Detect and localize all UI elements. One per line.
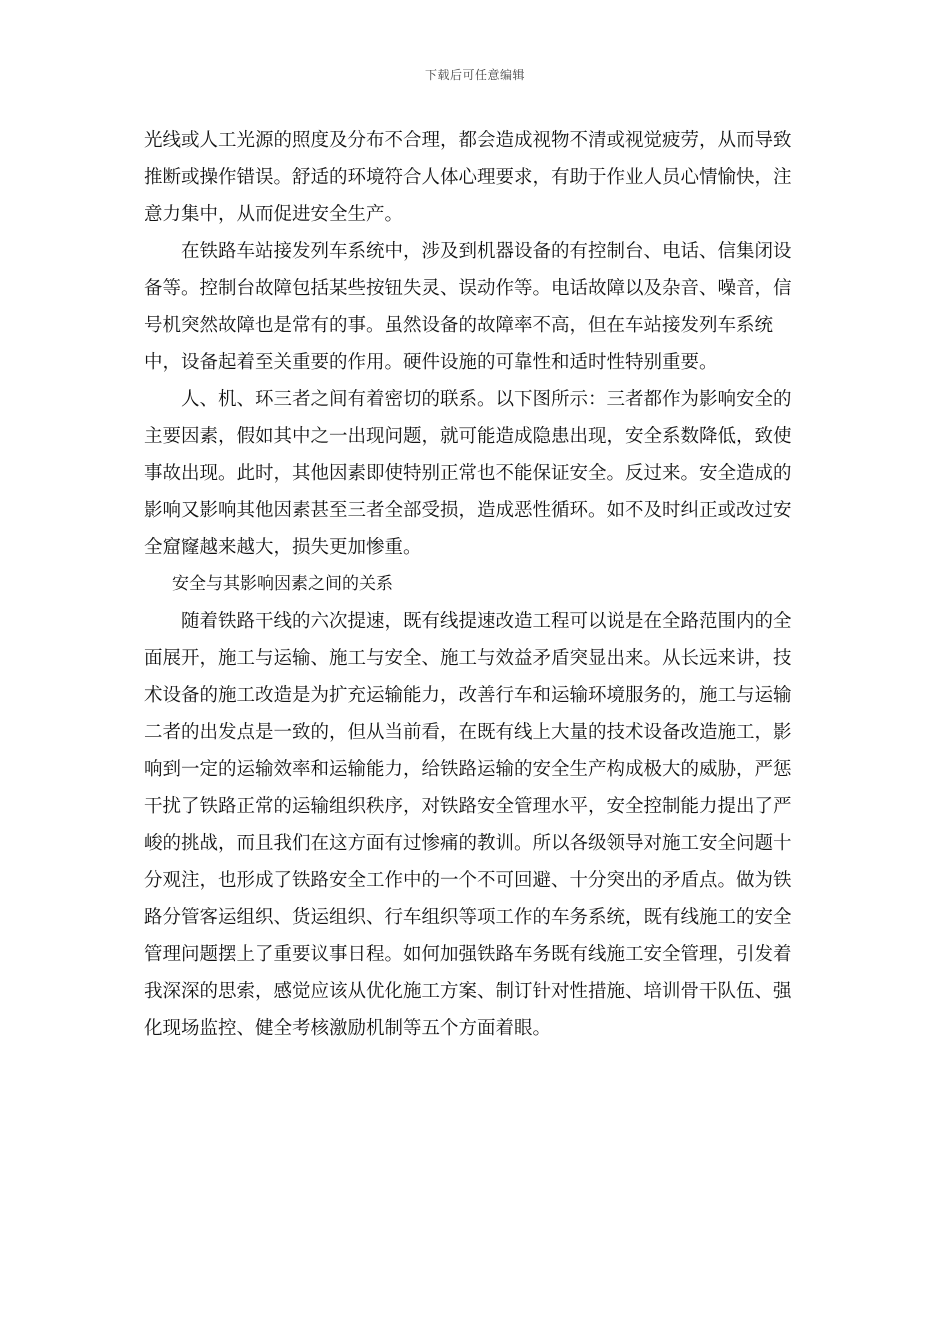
document-body (144, 122, 806, 1047)
paragraph-construction-safety: 随着铁路干线的六次提速，既有线提速改造工程可以说是在全路范围内的全面展开，施工与运输、施工与安全、施工与效益矛盾突显出来。从长远来讲，技术设备的施工改造是为扩充运输能力，改善行车和运输环境服务的，施工与运输二者的出发点是一致的，但从当前看，在既有线上大量的技术设备改造施工，影响到一定的运输效率和运输能力，给铁路运输的安全生产构成极大的威胁，严惩干扰了铁路正常的运输组织秩序，对铁路安全管理水平，安全控制能力提出了严峻的挑战，而且我们在这方面有过惨痛的教训。所以各级领导对施工安全问题十分观注，也形成了铁路安全工作中的一个不可回避、十分突出的矛盾点。做为铁路分管客运组织、货运组织、行车组织等项工作的车务系统，既有线施工的安全管理问题摆上了重要议事日程。如何加强铁路车务既有线施工安全管理，引发着我深深的思索，感觉应该从优化施工方案、制订针对性措施、培训骨干队伍、强化现场监控、健全考核激励机制等五个方面着眼。 (144, 611, 792, 1039)
paragraph-lighting: 光线或人工光源的照度及分布不合理，都会造成视物不清或视觉疲劳，从而导致推断或操作错误。舒适的环境符合人体心理要求，有助于作业人员心情愉快，注意力集中，从而促进安全生产。 (144, 130, 792, 225)
paragraph-equipment: 在铁路车站接发列车系统中，涉及到机器设备的有控制台、电话、信集闭设备等。控制台故障包括某些按钮失灵、误动作等。电话故障以及杂音、噪音，信号机突然故障也是常有的事。虽然设备的故障率不高，但在车站接发列车系统中，设备起着至关重要的作用。硬件设施的可靠性和适时性特别重要。 (144, 241, 792, 373)
page-header: 下载后可任意编辑 (424, 68, 525, 82)
figure-caption: 安全与其影响因素之间的关系 (172, 574, 393, 594)
paragraph-human-machine-environment: 人、机、环三者之间有着密切的联系。以下图所示：三者都作为影响安全的主要因素，假如其中之一出现问题，就可能造成隐患出现，安全系数降低，致使事故出现。此时，其他因素即使特别正常也不能保证安全。反过来。安全造成的影响又影响其他因素甚至三者全部受损，造成恶性循环。如不及时纠正或改过安全窟窿越来越大，损失更加惨重。 (144, 389, 792, 558)
